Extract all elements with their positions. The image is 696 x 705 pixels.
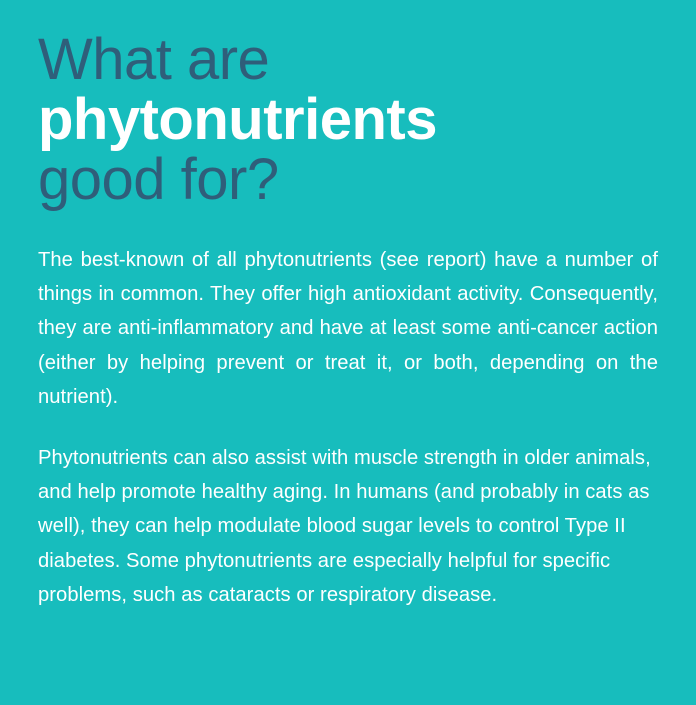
headline [38,27,658,212]
headline-keyword: phytonutrients [38,87,437,152]
paragraph-2: Phytonutrients can also assist with muscle strength in older animals, and help promote healthy aging. In humans (and probably in cats as well), they can help modulate blood sugar levels to control Type II diabetes. Some phytonutrients are especially helpful for specific problems, such as cataracts or respiratory disease. [38,447,651,606]
body-text [38,243,658,612]
headline-line-1: What are [38,27,270,92]
paragraph-1: The best-known of all phytonutrients (see report) have a number of things in common. They offer high antioxidant activity. Consequently, they are anti-inflammatory and have at least some anti-cancer action (either by helping prevent or treat it, or both, depending on the nutrient). [38,249,658,408]
headline-line-3: good for? [38,147,279,212]
